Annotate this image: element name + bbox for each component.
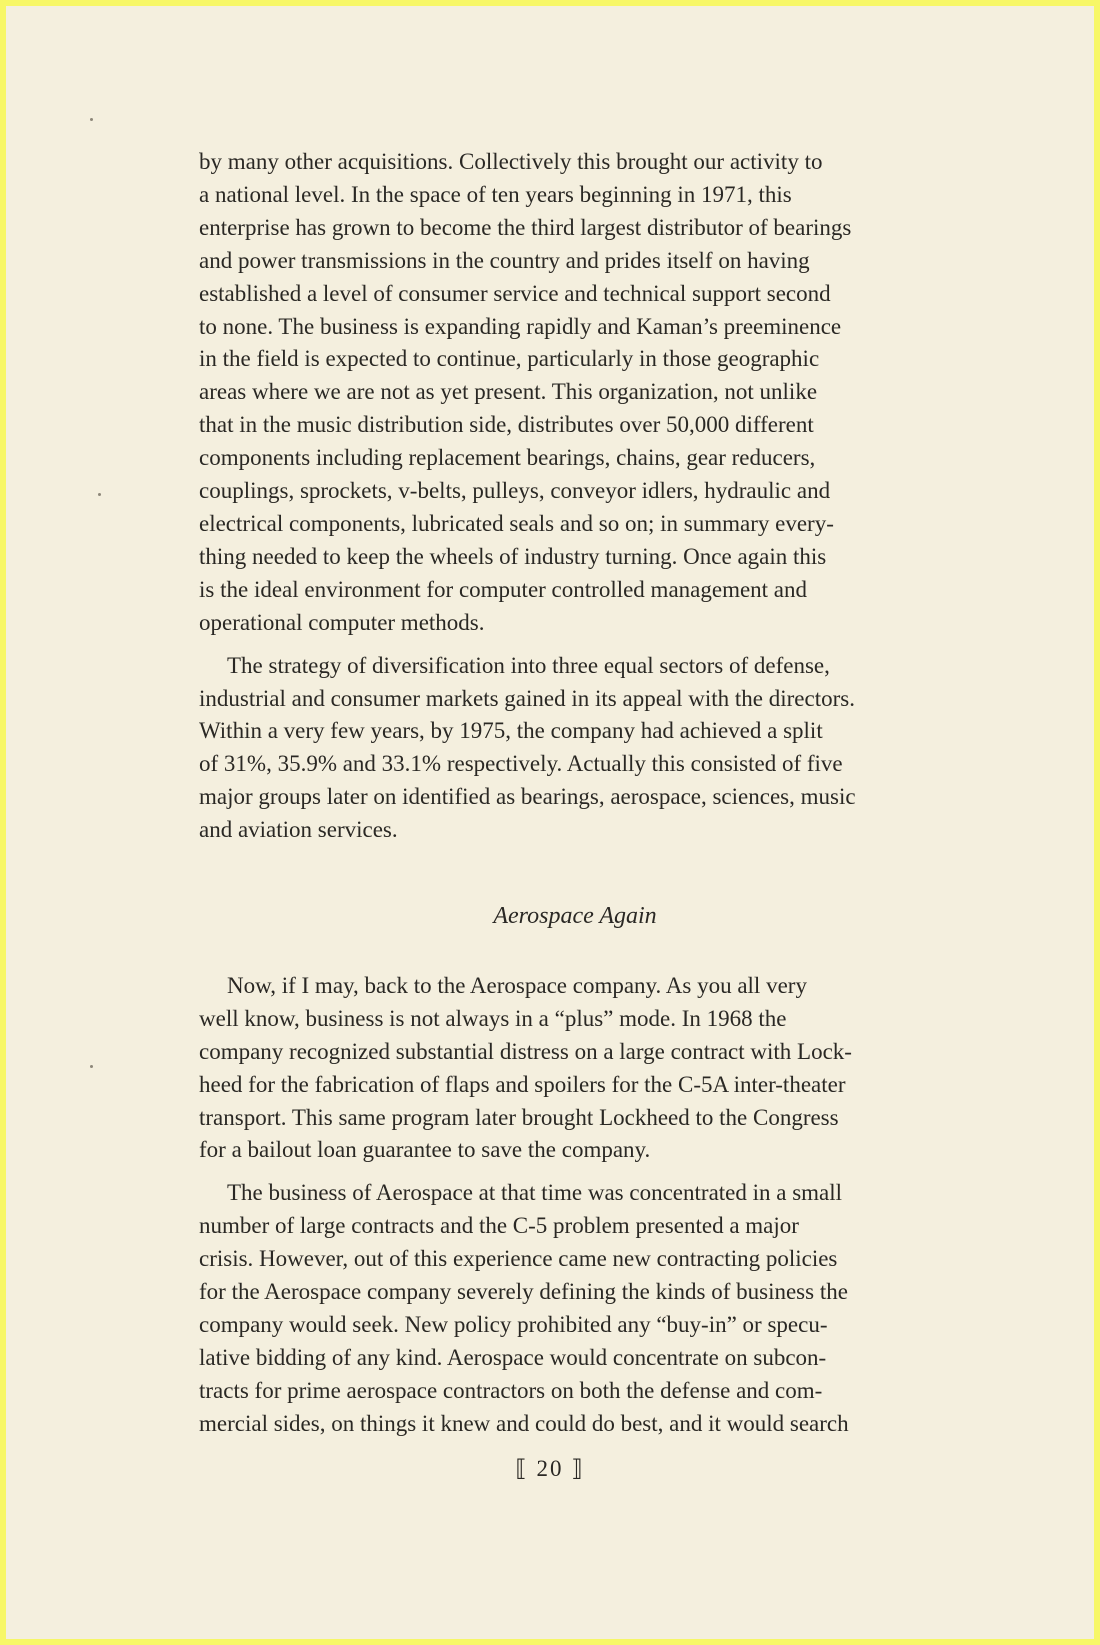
text-line: a national level. In the space of ten years beginning in 1971, this	[199, 181, 792, 207]
text-line: company recognized substantial distress on a large contract with Lock-	[199, 1038, 852, 1064]
text-line: established a level of consumer service and technical support second	[199, 280, 831, 306]
text-line: that in the music distribution side, distributes over 50,000 different	[199, 412, 814, 438]
text-line: electrical components, lubricated seals and so on; in summary every-	[199, 510, 834, 536]
text-line: operational computer methods.	[199, 609, 485, 635]
text-line: couplings, sprockets, v-belts, pulleys, conveyor idlers, hydraulic and	[199, 478, 831, 504]
text-line: Now, if I may, back to the Aerospace company. As you all very	[227, 972, 807, 998]
document-page	[6, 6, 1094, 1639]
paper-speck	[90, 118, 93, 121]
text-line: The strategy of diversification into three equal sectors of defense,	[227, 652, 830, 678]
text-line: The business of Aerospace at that time was concentrated in a small	[227, 1180, 843, 1206]
text-line: by many other acquisitions. Collectively this brought our activity to	[199, 149, 823, 174]
text-line: thing needed to keep the wheels of industry turning. Once again this	[199, 543, 827, 569]
text-line: major groups later on identified as bearings, aerospace, sciences, music	[199, 784, 856, 810]
text-line: heed for the fabrication of flaps and spoilers for the C-5A inter-theater	[199, 1071, 846, 1097]
paragraph-continued	[199, 146, 951, 640]
text-line: industrial and consumer markets gained in its appeal with the directors.	[199, 685, 855, 711]
text-line: components including replacement bearings, chains, gear reducers,	[199, 445, 816, 471]
paragraph-business	[199, 1177, 951, 1440]
text-line: areas where we are not as yet present. This organization, not unlike	[199, 379, 818, 405]
text-line: Within a very few years, by 1975, the company had achieved a split	[199, 718, 823, 744]
paper-speck	[98, 493, 101, 496]
section-heading: Aerospace Again	[493, 903, 657, 930]
text-line: in the field is expected to continue, particularly in those geographic	[199, 346, 820, 372]
text-line: for a bailout loan guarantee to save the company.	[199, 1137, 651, 1163]
text-line: of 31%, 35.9% and 33.1% respectively. Actually this consisted of five	[199, 751, 843, 777]
text-line: to none. The business is expanding rapidly and Kaman’s preeminence	[199, 313, 842, 339]
text-line: tracts for prime aerospace contractors on both the defense and com-	[199, 1377, 823, 1403]
text-line: and power transmissions in the country and prides itself on having	[199, 247, 810, 273]
text-line: for the Aerospace company severely defining the kinds of business the	[199, 1279, 848, 1305]
page-number: ⟦ 20 ⟧	[515, 1456, 585, 1481]
body-text	[199, 146, 951, 1441]
text-line: mercial sides, on things it knew and could do best, and it would search	[199, 1410, 849, 1436]
paragraph-aerospace	[199, 970, 951, 1167]
text-line: company would seek. New policy prohibited any “buy-in” or specu-	[199, 1312, 828, 1337]
text-line: well know, business is not always in a “plus” mode. In 1968 the	[199, 1005, 787, 1031]
text-line: crisis. However, out of this experience came new contracting policies	[199, 1246, 838, 1272]
text-line: enterprise has grown to become the third largest distributor of bearings	[199, 214, 852, 240]
paragraph-diversification	[199, 650, 951, 847]
text-line: transport. This same program later brought Lockheed to the Congress	[199, 1104, 839, 1130]
text-line: is the ideal environment for computer controlled management and	[199, 576, 808, 602]
paper-speck	[90, 1065, 93, 1068]
text-line: number of large contracts and the C-5 problem presented a major	[199, 1213, 799, 1239]
text-line: and aviation services.	[199, 817, 398, 843]
text-line: lative bidding of any kind. Aerospace would concentrate on subcon-	[199, 1344, 827, 1370]
